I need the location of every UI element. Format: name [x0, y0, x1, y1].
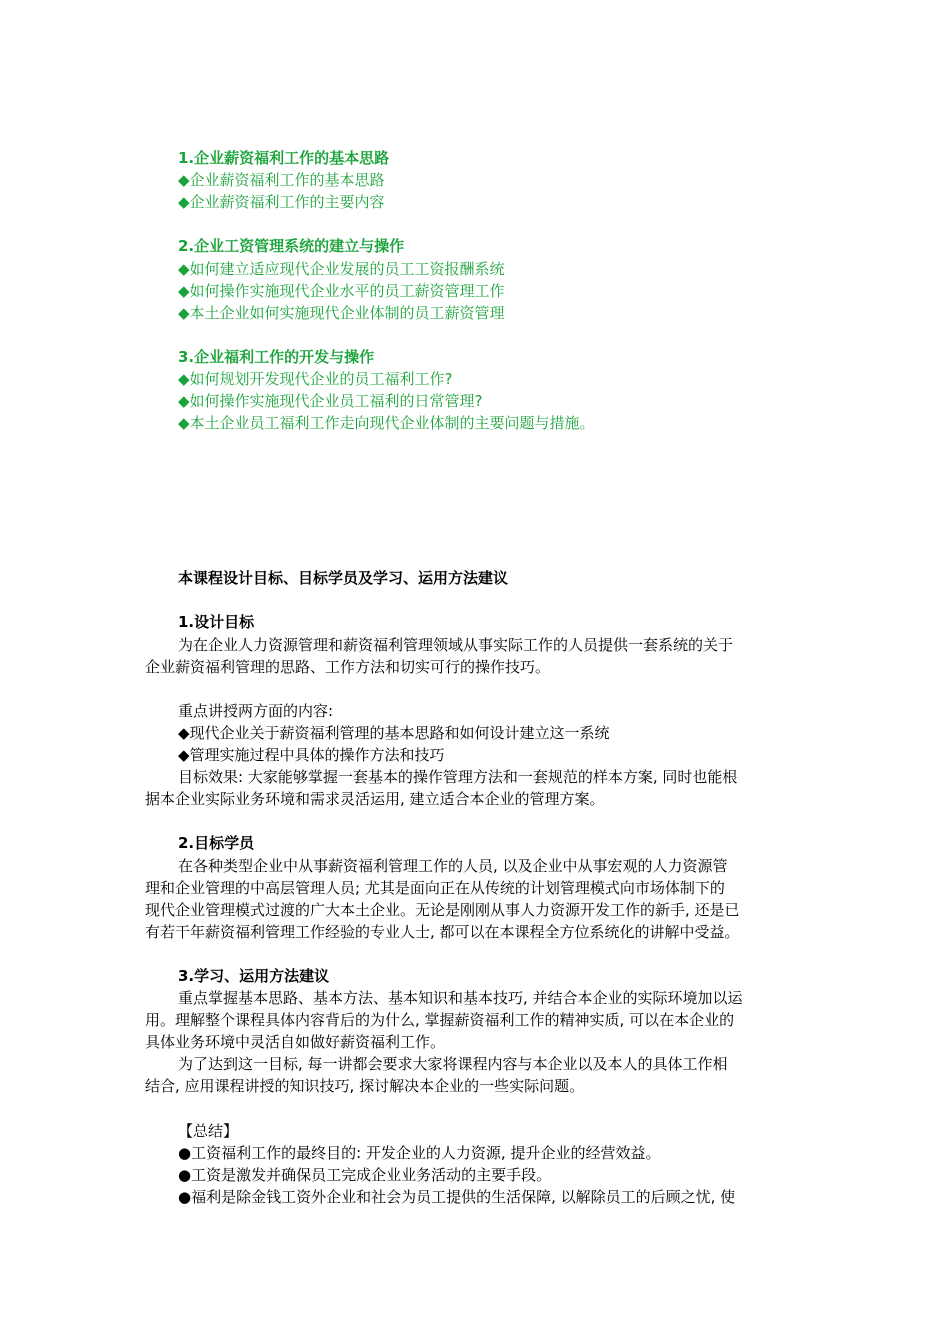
students-line: 在各种类型企业中从事薪资福利管理工作的人员, 以及企业中从事宏观的人力资源管	[178, 857, 728, 875]
summary-bullet: ●工资福利工作的最终目的: 开发企业的人力资源, 提升企业的经营效益。	[178, 1144, 661, 1162]
outline-section1-title: 1.企业薪资福利工作的基本思路	[178, 149, 390, 167]
method-line: 用。理解整个课程具体内容背后的为什么, 掌握薪资福利工作的精神实质, 可以在本企业的	[145, 1011, 735, 1029]
goal-effect-line: 目标效果: 大家能够掌握一套基本的操作管理方法和一套规范的样本方案, 同时也能根	[178, 768, 738, 786]
outline-item: ◆如何规划开发现代企业的员工福利工作?	[178, 370, 453, 388]
method-line: 具体业务环境中灵活自如做好薪资福利工作。	[145, 1033, 446, 1051]
outline-item: ◆本土企业员工福利工作走向现代企业体制的主要问题与措施。	[178, 414, 595, 432]
goal-para-line: 企业薪资福利管理的思路、工作方法和切实可行的操作技巧。	[145, 658, 551, 676]
method-line: 为了达到这一目标, 每一讲都会要求大家将课程内容与本企业以及本人的具体工作相	[178, 1055, 728, 1073]
outline-item: ◆本土企业如何实施现代企业体制的员工薪资管理	[178, 304, 505, 322]
students-line: 有若干年薪资福利管理工作经验的专业人士, 都可以在本课程全方位系统化的讲解中受益。	[145, 923, 740, 941]
students-line: 现代企业管理模式过渡的广大本土企业。无论是刚刚从事人力资源开发工作的新手, 还是已	[145, 901, 740, 919]
goal-title: 1.设计目标	[178, 613, 255, 631]
method-title: 3.学习、运用方法建议	[178, 967, 330, 985]
goal-bullet: ◆现代企业关于薪资福利管理的基本思路和如何设计建立这一系统	[178, 724, 610, 742]
outline-item: ◆如何操作实施现代企业水平的员工薪资管理工作	[178, 282, 505, 300]
method-line: 结合, 应用课程讲授的知识技巧, 探讨解决本企业的一些实际问题。	[145, 1077, 585, 1095]
students-line: 理和企业管理的中高层管理人员; 尤其是面向正在从传统的计划管理模式向市场体制下的	[145, 879, 725, 897]
summary-bullet: ●工资是激发并确保员工完成企业业务活动的主要手段。	[178, 1166, 552, 1184]
summary-bullet: ●福利是除金钱工资外企业和社会为员工提供的生活保障, 以解除员工的后顾之忧, 使	[178, 1188, 736, 1206]
summary-title: 【总结】	[178, 1122, 239, 1140]
outline-item: ◆企业薪资福利工作的主要内容	[178, 193, 385, 211]
goal-focus: 重点讲授两方面的内容:	[178, 702, 334, 720]
goal-bullet: ◆管理实施过程中具体的操作方法和技巧	[178, 746, 445, 764]
goal-para-line: 为在企业人力资源管理和薪资福利管理领域从事实际工作的人员提供一套系统的关于	[178, 636, 734, 654]
students-title: 2.目标学员	[178, 834, 255, 852]
goal-effect-line: 据本企业实际业务环境和需求灵活运用, 建立适合本企业的管理方案。	[145, 790, 605, 808]
outline-item: ◆如何操作实施现代企业员工福利的日常管理?	[178, 392, 483, 410]
method-line: 重点掌握基本思路、基本方法、基本知识和基本技巧, 并结合本企业的实际环境加以运	[178, 989, 743, 1007]
outline-section3-title: 3.企业福利工作的开发与操作	[178, 348, 375, 366]
design-heading: 本课程设计目标、目标学员及学习、运用方法建议	[178, 569, 509, 587]
outline-item: ◆企业薪资福利工作的基本思路	[178, 171, 385, 189]
outline-item: ◆如何建立适应现代企业发展的员工工资报酬系统	[178, 260, 505, 278]
outline-section2-title: 2.企业工资管理系统的建立与操作	[178, 237, 405, 255]
